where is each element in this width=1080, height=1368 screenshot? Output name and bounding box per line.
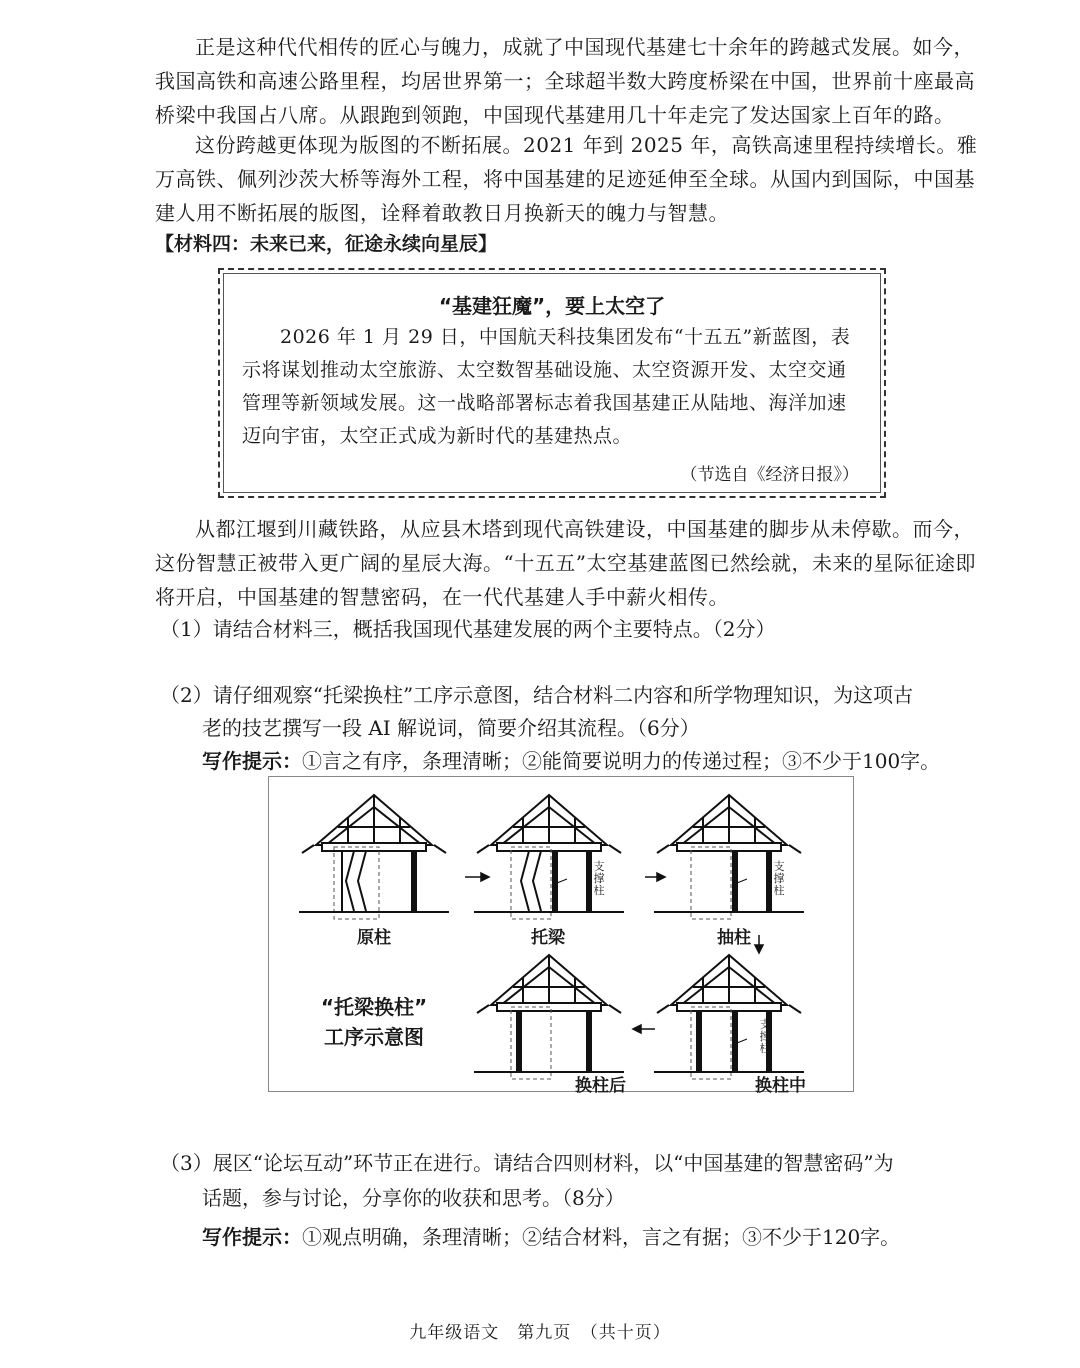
stage-replacing-column — [654, 955, 804, 1079]
question-2-hint — [202, 744, 940, 778]
question-1: （1）请结合材料三，概括我国现代基建发展的两个主要特点。（2分） — [160, 617, 776, 641]
stage-beam-support — [474, 795, 624, 919]
page-footer: 九年级语文 第九页 （共十页） — [409, 1323, 671, 1343]
paragraph-material3-achievements: 正是这种代代相传的匠心与魄力，成就了中国现代基建七十余年的跨越式发展。如今，我国高铁和高速公路里程，均居世界第一；全球超半数大跨度桥梁在中国，世界前十座最高桥梁中我国占八席。从跟跑到领跑，中国现代基建用几十年走完了发达国家上百年的路。 — [155, 35, 975, 127]
news-excerpt-title: “基建狂魔”，要上太空了 — [438, 294, 666, 318]
diagram-title — [299, 992, 449, 1052]
label-replacing-column: 换柱中 — [755, 1076, 806, 1096]
question-3-line-1: （3）展区“论坛互动”环节正在进行。请结合四则材料，以“中国基建的智慧密码”为 — [160, 1151, 894, 1175]
diagram-title-line-2: 工序示意图 — [324, 1025, 424, 1049]
label-column-replaced: 换柱后 — [575, 1076, 626, 1096]
support-column-label-1: 支撑柱 — [593, 860, 605, 897]
question-2-line-2: 老的技艺撰写一段 AI 解说词，简要介绍其流程。（6分） — [202, 716, 700, 740]
hint-label: 写作提示： — [202, 749, 302, 773]
hint-label-2: 写作提示： — [202, 1225, 302, 1249]
label-beam-support: 托梁 — [531, 928, 565, 948]
diagram-title-line-1: “托梁换柱” — [320, 995, 428, 1019]
question-3-hint — [202, 1220, 900, 1254]
news-excerpt-box — [218, 268, 886, 498]
news-excerpt-body: 2026 年 1 月 29 日，中国航天科技集团发布“十五五”新蓝图，表示将谋划推动太空旅游、太空数智基础设施、太空资源开发、太空交通管理等新领域发展。这一战略部署标志着我国基建正从陆地、海洋加速迈向宇宙，太空正式成为新时代的基建热点。 — [242, 326, 851, 447]
material4-heading: 【材料四：未来已来，征途永续向星辰】 — [155, 233, 498, 255]
hint-text: ①言之有序，条理清晰；②能简要说明力的传递过程；③不少于100字。 — [302, 749, 941, 773]
beam-column-replacement-diagram — [268, 776, 854, 1096]
label-original-column: 原柱 — [357, 928, 391, 948]
hint-text-2: ①观点明确，条理清晰；②结合材料，言之有据；③不少于120字。 — [302, 1225, 901, 1249]
support-column-label-2: 支撑柱 — [773, 860, 785, 897]
paragraph-material3-expansion: 这份跨越更体现为版图的不断拓展。2021 年到 2025 年，高铁高速里程持续增长。雅万高铁、佩列沙茨大桥等海外工程，将中国基建的足迹延伸至全球。从国内到国际，中国基建人用不断拓展的版图，诠释着敢教日月换新天的魄力与智慧。 — [155, 133, 978, 225]
stage-original-column — [299, 795, 449, 919]
news-excerpt-source: （节选自《经济日报》） — [680, 465, 859, 485]
stage-remove-column — [654, 795, 804, 919]
label-remove-column: 抽柱 — [717, 928, 751, 948]
support-column-label-3: 支撑柱 — [759, 1018, 771, 1055]
stage-column-replaced — [474, 955, 624, 1079]
paragraph-material4-conclusion: 从都江堰到川藏铁路，从应县木塔到现代高铁建设，中国基建的脚步从未停歇。而今，这份智慧正被带入更广阔的星辰大海。“十五五”太空基建蓝图已然绘就，未来的星际征途即将开启，中国基建的智慧密码，在一代代基建人手中薪火相传。 — [155, 517, 976, 609]
question-3-line-2: 话题，参与讨论，分享你的收获和思考。（8分） — [202, 1186, 625, 1210]
question-2-line-1: （2）请仔细观察“托梁换柱”工序示意图，结合材料二内容和所学物理知识，为这项古 — [160, 683, 914, 707]
